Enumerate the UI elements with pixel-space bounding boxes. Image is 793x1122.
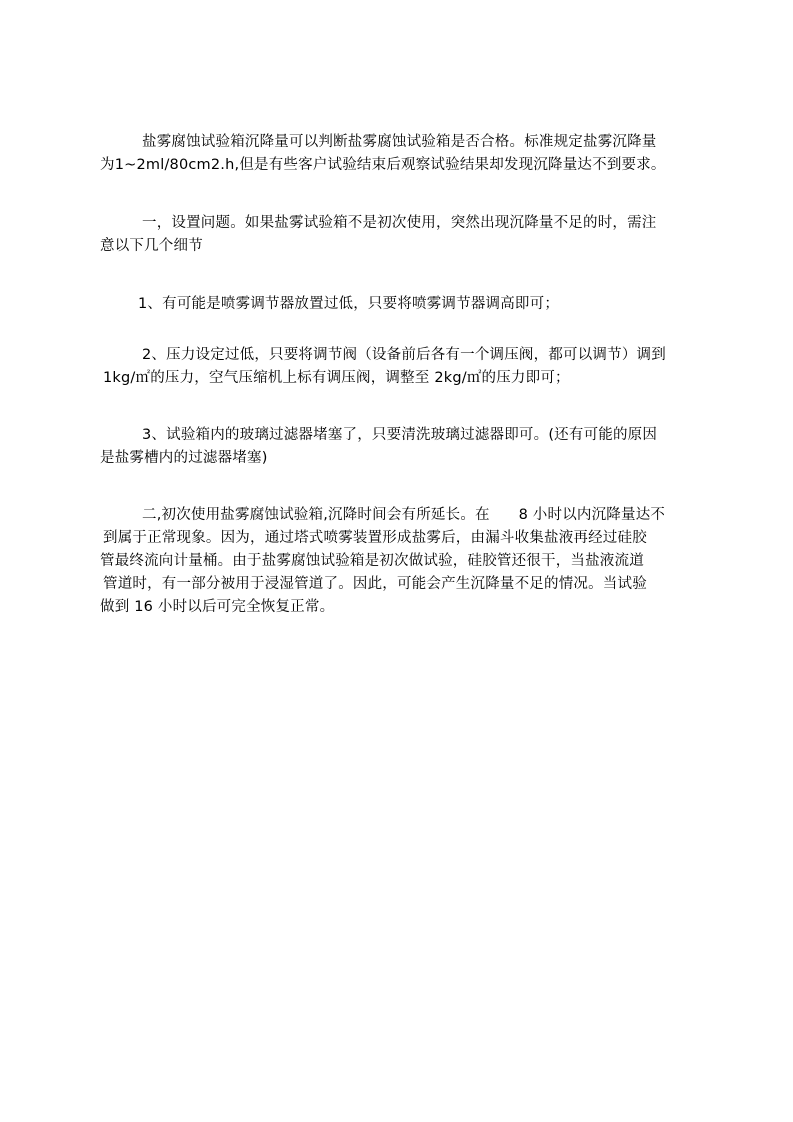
text-line: 盐雾腐蚀试验箱沉降量可以判断盐雾腐蚀试验箱是否合格。标准规定盐雾沉降量 xyxy=(142,134,657,150)
paragraph-item-3 xyxy=(100,424,700,470)
text-line: 2、压力设定过低，只要将调节阀（设备前后各有一个调压阀，都可以调节）调到 xyxy=(142,347,666,363)
paragraph-item-1 xyxy=(100,293,700,316)
text-line: 为1~2ml/80cm2.h,但是有些客户试验结束后观察试验结果却发现沉降量达不到要求。 xyxy=(100,157,666,173)
paragraph-intro xyxy=(100,131,700,177)
text-line: 1kg/㎡的压力，空气压缩机上标有调压阀，调整至 2kg/㎡的压力即可； xyxy=(103,370,570,386)
text-line: 一，设置问题。如果盐雾试验箱不是初次使用，突然出现沉降量不足的时，需注 xyxy=(142,215,657,231)
paragraph-section-2 xyxy=(100,504,700,619)
text-line: 3、试验箱内的玻璃过滤器堵塞了，只要清洗玻璃过滤器即可。(还有可能的原因 xyxy=(142,427,658,443)
text-line: 管最终流向计量桶。由于盐雾腐蚀试验箱是初次做试验，硅胶管还很干，当盐液流道 xyxy=(100,553,644,569)
text-line: 意以下几个细节 xyxy=(100,238,203,254)
text-line: 到属于正常现象。因为，通过塔式喷雾装置形成盐雾后，由漏斗收集盐液再经过硅胶 xyxy=(103,530,647,546)
text-line: 是盐雾槽内的过滤器堵塞) xyxy=(100,450,268,466)
text-line: 1、有可能是喷雾调节器放置过低，只要将喷雾调节器调高即可； xyxy=(138,296,560,312)
text-line: 管道时，有一部分被用于浸湿管道了。因此，可能会产生沉降量不足的情况。当试验 xyxy=(103,576,647,592)
paragraph-section-1 xyxy=(100,212,700,258)
text-line: 做到 16 小时以后可完全恢复正常。 xyxy=(100,599,335,615)
paragraph-item-2 xyxy=(100,344,700,390)
text-line: 二,初次使用盐雾腐蚀试验箱,沉降时间会有所延长。在 8 小时以内沉降量达不 xyxy=(142,507,666,523)
